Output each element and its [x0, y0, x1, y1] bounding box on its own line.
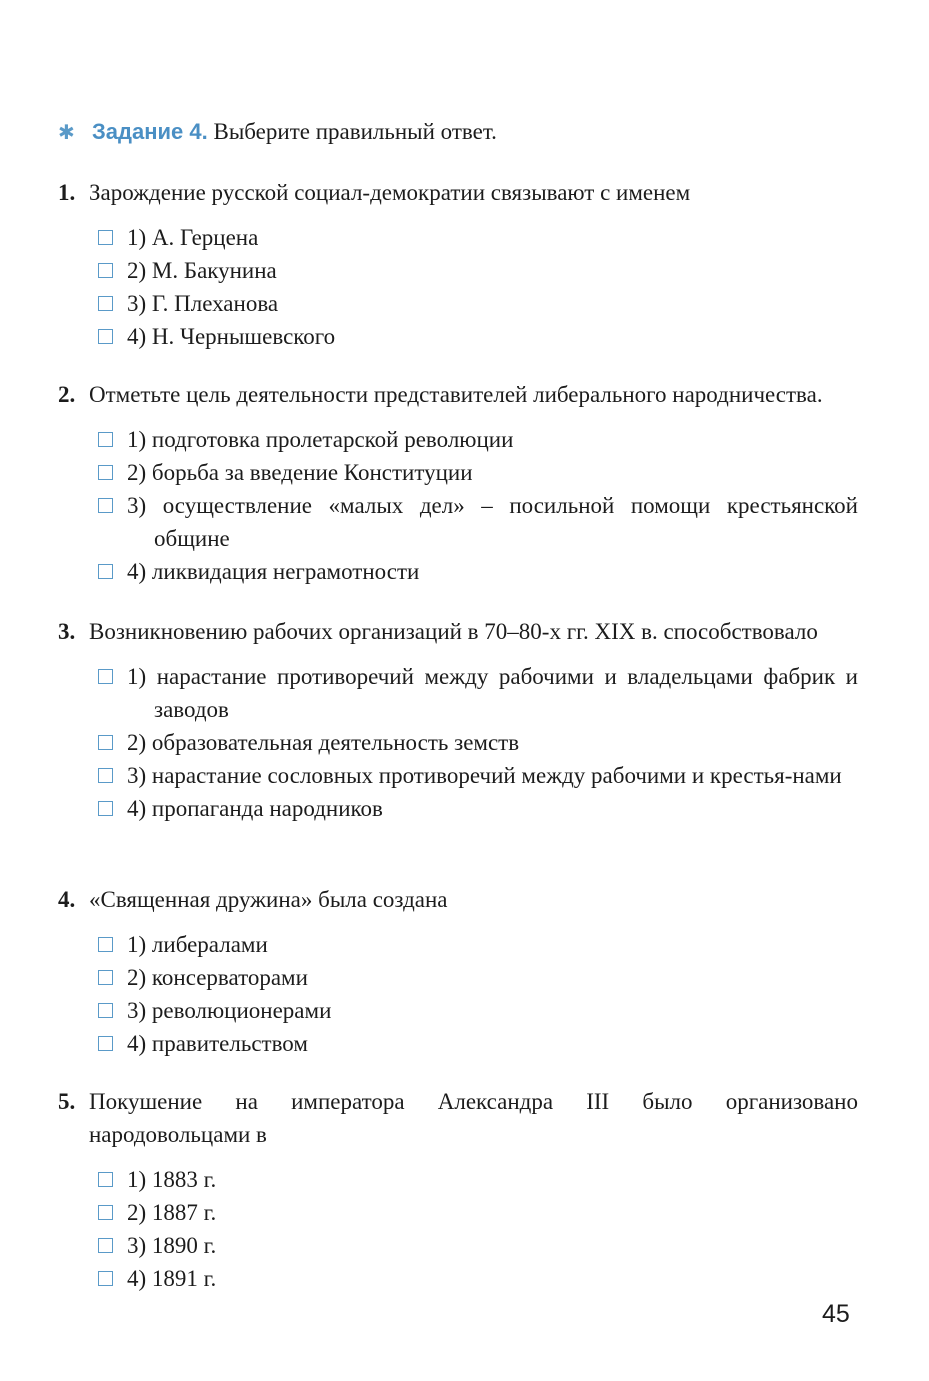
- checkbox-icon[interactable]: [98, 498, 113, 513]
- checkbox-icon[interactable]: [98, 465, 113, 480]
- answer-option[interactable]: 1) А. Герцена: [58, 221, 858, 254]
- page-number: 45: [822, 1300, 850, 1328]
- checkbox-icon[interactable]: [98, 1172, 113, 1187]
- question-number: 2.: [58, 382, 76, 407]
- question-5: [58, 1085, 858, 1295]
- checkbox-icon[interactable]: [98, 263, 113, 278]
- task-header: [58, 116, 497, 148]
- question-text: 5. Покушение на императора Александра III было организовано народовольцами в: [58, 1085, 858, 1151]
- checkbox-icon[interactable]: [98, 1205, 113, 1220]
- answer-option[interactable]: 4) пропаганда народников: [58, 792, 858, 825]
- answer-option[interactable]: 3) 1890 г.: [58, 1229, 858, 1262]
- checkbox-icon[interactable]: [98, 1271, 113, 1286]
- answer-options: [58, 221, 858, 353]
- question-2: [58, 378, 858, 588]
- answer-option[interactable]: 2) 1887 г.: [58, 1196, 858, 1229]
- answer-options: [58, 660, 858, 825]
- checkbox-icon[interactable]: [98, 1003, 113, 1018]
- checkbox-icon[interactable]: [98, 970, 113, 985]
- answer-option[interactable]: 2) консерваторами: [58, 961, 858, 994]
- answer-option[interactable]: 3) осуществление «малых дел» – посильной помощи крестьянской общине: [58, 489, 858, 555]
- answer-option[interactable]: 1) нарастание противоречий между рабочими и владельцами фабрик и заводов: [58, 660, 858, 726]
- checkbox-icon[interactable]: [98, 735, 113, 750]
- checkbox-icon[interactable]: [98, 432, 113, 447]
- question-3: [58, 615, 858, 825]
- answer-option[interactable]: 1) подготовка пролетарской революции: [58, 423, 858, 456]
- answer-options: [58, 928, 858, 1060]
- question-text: 1. Зарождение русской социал-демократии связывают с именем: [58, 176, 858, 209]
- checkbox-icon[interactable]: [98, 230, 113, 245]
- checkbox-icon[interactable]: [98, 768, 113, 783]
- answer-option[interactable]: 2) М. Бакунина: [58, 254, 858, 287]
- answer-option[interactable]: 4) правительством: [58, 1027, 858, 1060]
- question-number: 1.: [58, 180, 76, 205]
- answer-option[interactable]: 3) Г. Плеханова: [58, 287, 858, 320]
- answer-options: [58, 423, 858, 588]
- task-label: Задание 4.: [92, 119, 208, 144]
- question-4: [58, 883, 858, 1060]
- checkbox-icon[interactable]: [98, 801, 113, 816]
- question-number: 4.: [58, 887, 76, 912]
- question-text: 2. Отметьте цель деятельности представителей либерального народничества.: [58, 378, 858, 411]
- question-text: 3. Возникновению рабочих организаций в 70–80-х гг. XIX в. способствовало: [58, 615, 858, 648]
- question-text: 4. «Священная дружина» была создана: [58, 883, 858, 916]
- answer-option[interactable]: 4) 1891 г.: [58, 1262, 858, 1295]
- checkbox-icon[interactable]: [98, 564, 113, 579]
- question-1: [58, 176, 858, 353]
- answer-option[interactable]: 1) 1883 г.: [58, 1163, 858, 1196]
- answer-option[interactable]: 3) нарастание сословных противоречий между рабочими и крестья-нами: [58, 759, 858, 792]
- checkbox-icon[interactable]: [98, 1036, 113, 1051]
- checkbox-icon[interactable]: [98, 329, 113, 344]
- answer-option[interactable]: 4) Н. Чернышевского: [58, 320, 858, 353]
- task-instruction: Выберите правильный ответ.: [213, 119, 497, 144]
- checkbox-icon[interactable]: [98, 937, 113, 952]
- question-number: 5.: [58, 1089, 76, 1114]
- checkbox-icon[interactable]: [98, 1238, 113, 1253]
- answer-option[interactable]: 2) образовательная деятельность земств: [58, 726, 858, 759]
- answer-option[interactable]: 3) революционерами: [58, 994, 858, 1027]
- question-number: 3.: [58, 619, 76, 644]
- answer-option[interactable]: 2) борьба за введение Конституции: [58, 456, 858, 489]
- checkbox-icon[interactable]: [98, 296, 113, 311]
- answer-options: [58, 1163, 858, 1295]
- checkbox-icon[interactable]: [98, 669, 113, 684]
- star-icon: ✱: [58, 120, 75, 144]
- answer-option[interactable]: 1) либералами: [58, 928, 858, 961]
- answer-option[interactable]: 4) ликвидация неграмотности: [58, 555, 858, 588]
